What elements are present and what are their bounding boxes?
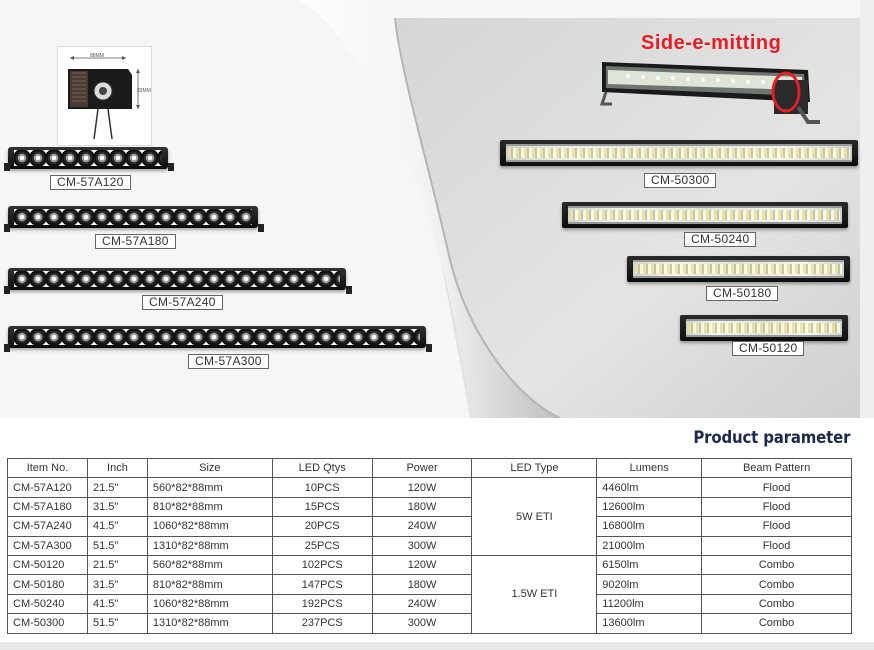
table-row xyxy=(8,575,852,594)
size-cell: 1310*82*88mm xyxy=(147,536,272,555)
header-led-type: LED Type xyxy=(472,459,597,478)
light-bar-cm-50120 xyxy=(680,315,848,341)
inch-cell: 21.5" xyxy=(87,478,147,497)
model-label: CM-57A300 xyxy=(188,354,269,369)
bottom-strip xyxy=(0,642,874,650)
table-row xyxy=(8,517,852,536)
lumens-cell: 4460lm xyxy=(597,478,702,497)
size-cell: 810*82*88mm xyxy=(147,575,272,594)
header-beam-pattern: Beam Pattern xyxy=(702,459,852,478)
size-cell: 560*82*88mm xyxy=(147,478,272,497)
dimension-diagram xyxy=(57,46,152,146)
power-cell: 120W xyxy=(372,555,472,574)
inch-cell: 41.5" xyxy=(87,517,147,536)
table-row xyxy=(8,497,852,516)
beam-pattern-cell: Flood xyxy=(702,536,852,555)
led-qty-cell: 20PCS xyxy=(272,517,372,536)
table-header-row xyxy=(8,459,852,478)
size-cell: 810*82*88mm xyxy=(147,497,272,516)
item-no-cell: CM-50300 xyxy=(8,614,88,633)
model-label: CM-50180 xyxy=(706,286,778,301)
size-cell: 1310*82*88mm xyxy=(147,614,272,633)
section-title: Product parameter xyxy=(693,428,850,448)
lumens-cell: 11200lm xyxy=(597,594,702,613)
size-cell: 1060*82*88mm xyxy=(147,594,272,613)
header-power: Power xyxy=(372,459,472,478)
inch-cell: 51.5" xyxy=(87,536,147,555)
led-qty-cell: 25PCS xyxy=(272,536,372,555)
power-cell: 120W xyxy=(372,478,472,497)
light-bar-cm-50240 xyxy=(562,202,848,228)
item-no-cell: CM-50120 xyxy=(8,555,88,574)
side-emitting-bar-image xyxy=(598,52,848,136)
lumens-cell: 9020lm xyxy=(597,575,702,594)
model-label: CM-57A180 xyxy=(95,234,176,249)
item-no-cell: CM-57A180 xyxy=(8,497,88,516)
size-cell: 1060*82*88mm xyxy=(147,517,272,536)
led-qty-cell: 102PCS xyxy=(272,555,372,574)
power-cell: 240W xyxy=(372,517,472,536)
model-label: CM-50120 xyxy=(732,341,804,356)
power-cell: 300W xyxy=(372,614,472,633)
beam-pattern-cell: Flood xyxy=(702,478,852,497)
table-row xyxy=(8,536,852,555)
power-cell: 240W xyxy=(372,594,472,613)
lumens-cell: 12600lm xyxy=(597,497,702,516)
bar-profile-icon xyxy=(58,47,153,147)
beam-pattern-cell: Combo xyxy=(702,555,852,574)
model-label: CM-50240 xyxy=(684,232,756,247)
table-row xyxy=(8,555,852,574)
beam-pattern-cell: Combo xyxy=(702,614,852,633)
beam-pattern-cell: Flood xyxy=(702,497,852,516)
power-cell: 300W xyxy=(372,536,472,555)
side-emitting-title: Side-e-mitting xyxy=(641,32,782,54)
height-dimension-label: 82MM xyxy=(137,88,151,94)
table-row xyxy=(8,594,852,613)
header-item-no: Item No. xyxy=(8,459,88,478)
lumens-cell: 6150lm xyxy=(597,555,702,574)
table-row xyxy=(8,478,852,497)
beam-pattern-cell: Combo xyxy=(702,575,852,594)
light-bar-cm-50300 xyxy=(500,140,858,166)
led-qty-cell: 10PCS xyxy=(272,478,372,497)
width-dimension-label: 88MM xyxy=(90,53,104,59)
size-cell: 560*82*88mm xyxy=(147,555,272,574)
beam-pattern-cell: Flood xyxy=(702,517,852,536)
item-no-cell: CM-50240 xyxy=(8,594,88,613)
beam-pattern-cell: Combo xyxy=(702,594,852,613)
light-bar-cm-57a300 xyxy=(8,326,426,348)
led-type-cell: 1.5W ETI xyxy=(472,555,597,633)
table-row xyxy=(8,614,852,633)
header-led-qtys: LED Qtys xyxy=(272,459,372,478)
model-label: CM-50300 xyxy=(644,173,716,188)
header-size: Size xyxy=(147,459,272,478)
light-bar-cm-57a120 xyxy=(8,147,168,169)
led-qty-cell: 237PCS xyxy=(272,614,372,633)
header-inch: Inch xyxy=(87,459,147,478)
light-bar-cm-50180 xyxy=(627,256,850,282)
inch-cell: 41.5" xyxy=(87,594,147,613)
light-bar-cm-57a180 xyxy=(8,206,258,228)
lumens-cell: 21000lm xyxy=(597,536,702,555)
led-qty-cell: 147PCS xyxy=(272,575,372,594)
header-lumens: Lumens xyxy=(597,459,702,478)
lumens-cell: 16800lm xyxy=(597,517,702,536)
inch-cell: 31.5" xyxy=(87,575,147,594)
inch-cell: 51.5" xyxy=(87,614,147,633)
product-parameter-table xyxy=(7,458,852,634)
lumens-cell: 13600lm xyxy=(597,614,702,633)
led-type-cell: 5W ETI xyxy=(472,478,597,556)
item-no-cell: CM-57A240 xyxy=(8,517,88,536)
model-label: CM-57A240 xyxy=(142,295,223,310)
item-no-cell: CM-57A300 xyxy=(8,536,88,555)
item-no-cell: CM-57A120 xyxy=(8,478,88,497)
inch-cell: 31.5" xyxy=(87,497,147,516)
led-qty-cell: 192PCS xyxy=(272,594,372,613)
led-qty-cell: 15PCS xyxy=(272,497,372,516)
inch-cell: 21.5" xyxy=(87,555,147,574)
power-cell: 180W xyxy=(372,497,472,516)
item-no-cell: CM-50180 xyxy=(8,575,88,594)
model-label: CM-57A120 xyxy=(50,175,131,190)
power-cell: 180W xyxy=(372,575,472,594)
light-bar-cm-57a240 xyxy=(8,268,346,290)
